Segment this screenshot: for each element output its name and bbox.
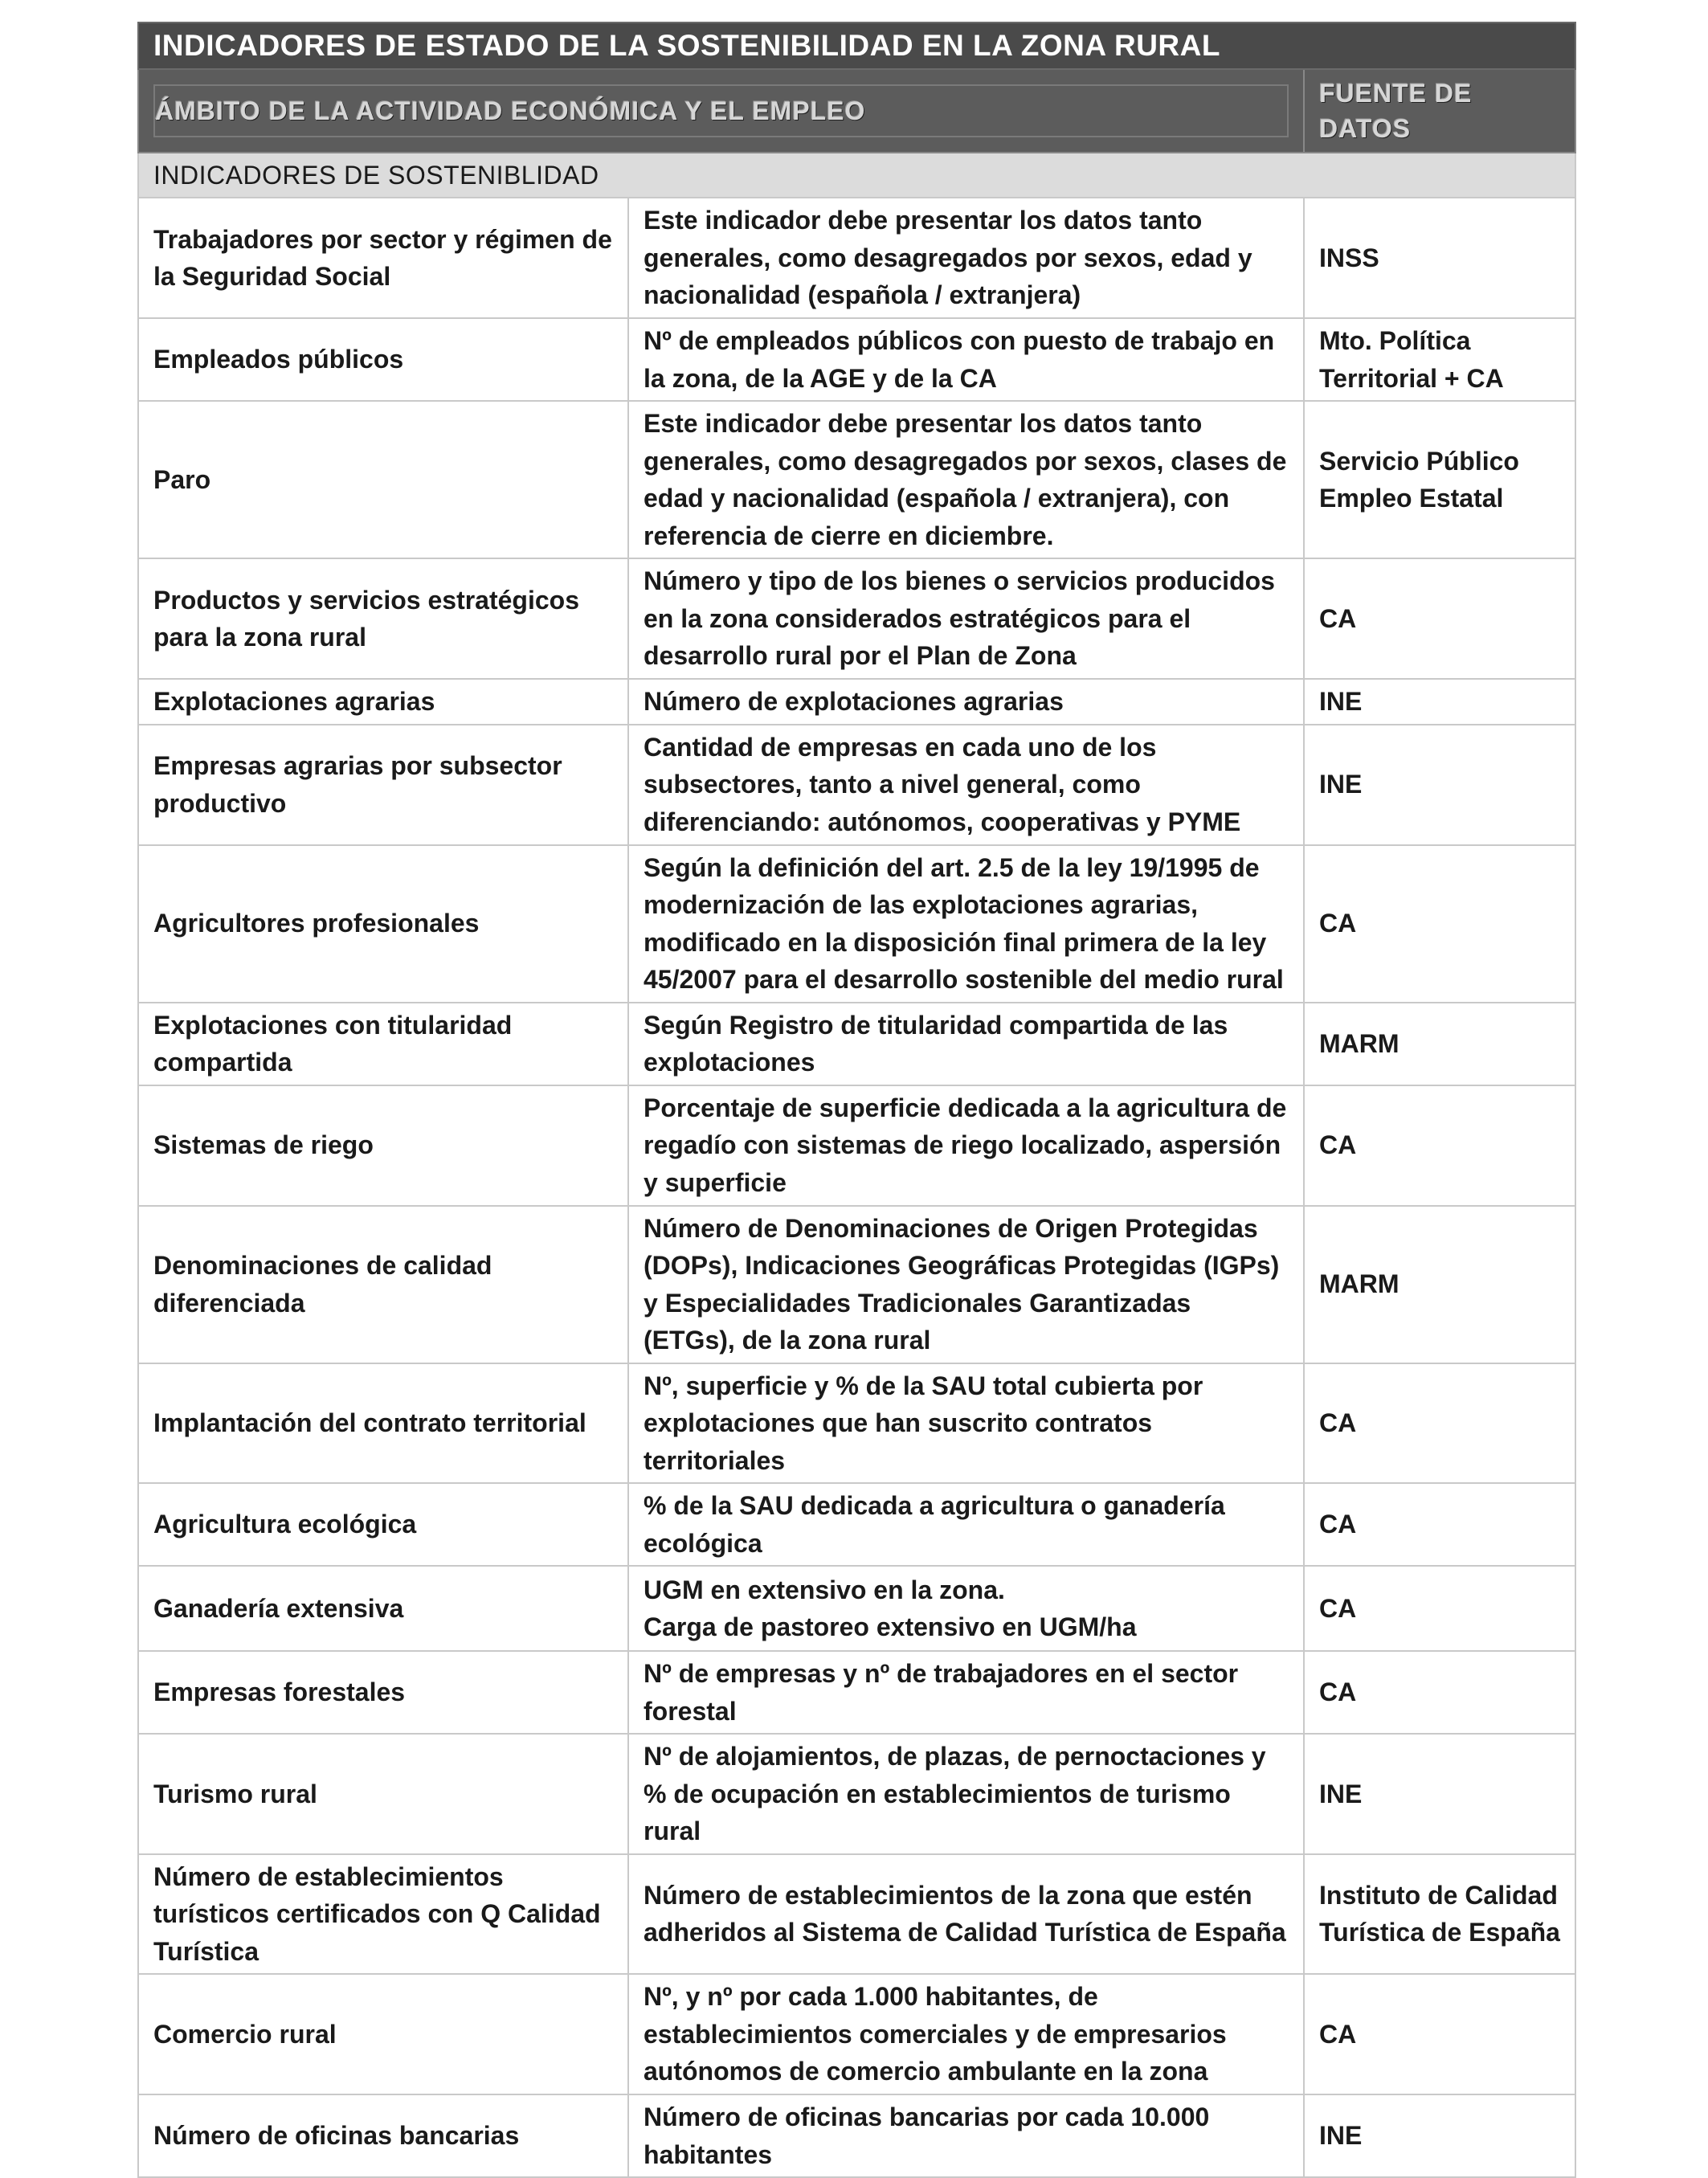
indicator-cell: Productos y servicios estratégicos para la zona rural [138,558,628,679]
table-row [138,558,1575,679]
table-row [138,1566,1575,1651]
subheader-row [138,153,1575,198]
description-cell: Este indicador debe presentar los datos tanto generales, como desagregados por sexos, edad y nacionalidad (española / extranjera) [628,198,1304,318]
source-cell: INE [1304,1734,1575,1854]
indicator-cell: Empresas forestales [138,1651,628,1734]
description-cell: % de la SAU dedicada a agricultura o ganadería ecológica [628,1483,1304,1566]
description-line: UGM en extensivo en la zona. [644,1575,1005,1604]
subheader: INDICADORES DE SOSTENIBLIDAD [138,153,1575,198]
source-cell: CA [1304,845,1575,1003]
source-cell: Mto. Política Territorial + CA [1304,318,1575,401]
table-row [138,1003,1575,1085]
source-cell: MARM [1304,1003,1575,1085]
indicator-cell: Número de oficinas bancarias [138,2094,628,2177]
table-row [138,1363,1575,1484]
indicator-cell: Número de establecimientos turísticos certificados con Q Calidad Turística [138,1854,628,1975]
indicator-cell: Paro [138,401,628,558]
description-cell: Nº de empleados públicos con puesto de trabajo en la zona, de la AGE y de la CA [628,318,1304,401]
description-cell: Nº, y nº por cada 1.000 habitantes, de establecimientos comerciales y de empresarios autónomos de comercio ambulante en la zona [628,1974,1304,2094]
description-cell: Número de establecimientos de la zona que estén adheridos al Sistema de Calidad Turística de España [628,1854,1304,1975]
description-cell: Según la definición del art. 2.5 de la ley 19/1995 de modernización de las explotaciones agrarias, modificado en la disposición final primera de la ley 45/2007 para el desarrollo sostenible del medio rural [628,845,1304,1003]
fuente-heading [1304,69,1575,153]
table-row [138,1483,1575,1566]
description-cell: Cantidad de empresas en cada uno de los subsectores, tanto a nivel general, como diferenciando: autónomos, cooperativas y PYME [628,725,1304,845]
description-cell: Número de explotaciones agrarias [628,679,1304,725]
indicator-cell: Agricultura ecológica [138,1483,628,1566]
source-cell: INSS [1304,198,1575,318]
ambito-heading: ÁMBITO DE LA ACTIVIDAD ECONÓMICA Y EL EMPLEO [153,84,1289,138]
ambito-row [138,69,1575,153]
source-cell: CA [1304,1483,1575,1566]
indicator-cell: Sistemas de riego [138,1085,628,1206]
indicator-cell: Empresas agrarias por subsector productivo [138,725,628,845]
description-cell: Nº, superficie y % de la SAU total cubierta por explotaciones que han suscrito contratos territoriales [628,1363,1304,1484]
source-cell: Servicio Público Empleo Estatal [1304,401,1575,558]
table-row [138,1734,1575,1854]
indicator-cell: Explotaciones con titularidad compartida [138,1003,628,1085]
source-cell: INE [1304,679,1575,725]
indicator-cell: Implantación del contrato territorial [138,1363,628,1484]
table-row [138,845,1575,1003]
description-cell: Número de Denominaciones de Origen Protegidas (DOPs), Indicaciones Geográficas Protegidas (IGPs) y Especialidades Tradicionales Garantizadas (ETGs), de la zona rural [628,1206,1304,1363]
source-cell: CA [1304,1974,1575,2094]
indicators-table [137,22,1576,2178]
source-cell: MARM [1304,1206,1575,1363]
table-row [138,1206,1575,1363]
fuente-heading-line1: FUENTE DE [1319,79,1473,108]
indicator-cell: Ganadería extensiva [138,1566,628,1651]
source-cell: CA [1304,1363,1575,1484]
indicator-cell: Turismo rural [138,1734,628,1854]
description-line: Carga de pastoreo extensivo en UGM/ha [644,1612,1137,1641]
table-row [138,725,1575,845]
table-title: INDICADORES DE ESTADO DE LA SOSTENIBILIDAD EN LA ZONA RURAL [138,22,1575,69]
source-cell: INE [1304,725,1575,845]
source-cell: CA [1304,1651,1575,1734]
table-row [138,1974,1575,2094]
table-row [138,1651,1575,1734]
indicator-cell: Comercio rural [138,1974,628,2094]
table-row [138,198,1575,318]
sustainability-indicators-document [137,22,1575,2178]
source-cell: CA [1304,1566,1575,1651]
indicator-cell: Trabajadores por sector y régimen de la Seguridad Social [138,198,628,318]
indicator-cell: Denominaciones de calidad diferenciada [138,1206,628,1363]
table-row [138,401,1575,558]
table-row [138,679,1575,725]
description-cell: Número de oficinas bancarias por cada 10.000 habitantes [628,2094,1304,2177]
description-cell: Según Registro de titularidad compartida de las explotaciones [628,1003,1304,1085]
title-row [138,22,1575,69]
description-cell: Nº de alojamientos, de plazas, de pernoctaciones y % de ocupación en establecimientos de turismo rural [628,1734,1304,1854]
table-row [138,2094,1575,2177]
description-cell: Porcentaje de superficie dedicada a la agricultura de regadío con sistemas de riego localizado, aspersión y superficie [628,1085,1304,1206]
fuente-heading-line2: DATOS [1319,114,1412,143]
source-cell: CA [1304,558,1575,679]
indicator-cell: Agricultores profesionales [138,845,628,1003]
indicator-cell: Empleados públicos [138,318,628,401]
source-cell: Instituto de Calidad Turística de España [1304,1854,1575,1975]
indicator-cell: Explotaciones agrarias [138,679,628,725]
source-cell: INE [1304,2094,1575,2177]
description-cell [628,1566,1304,1651]
table-row [138,1854,1575,1975]
description-cell: Este indicador debe presentar los datos tanto generales, como desagregados por sexos, clases de edad y nacionalidad (española / extranjera), con referencia de cierre en diciembre. [628,401,1304,558]
description-cell: Número y tipo de los bienes o servicios producidos en la zona considerados estratégicos para el desarrollo rural por el Plan de Zona [628,558,1304,679]
source-cell: CA [1304,1085,1575,1206]
description-cell: Nº de empresas y nº de trabajadores en el sector forestal [628,1651,1304,1734]
table-row [138,318,1575,401]
table-row [138,1085,1575,1206]
